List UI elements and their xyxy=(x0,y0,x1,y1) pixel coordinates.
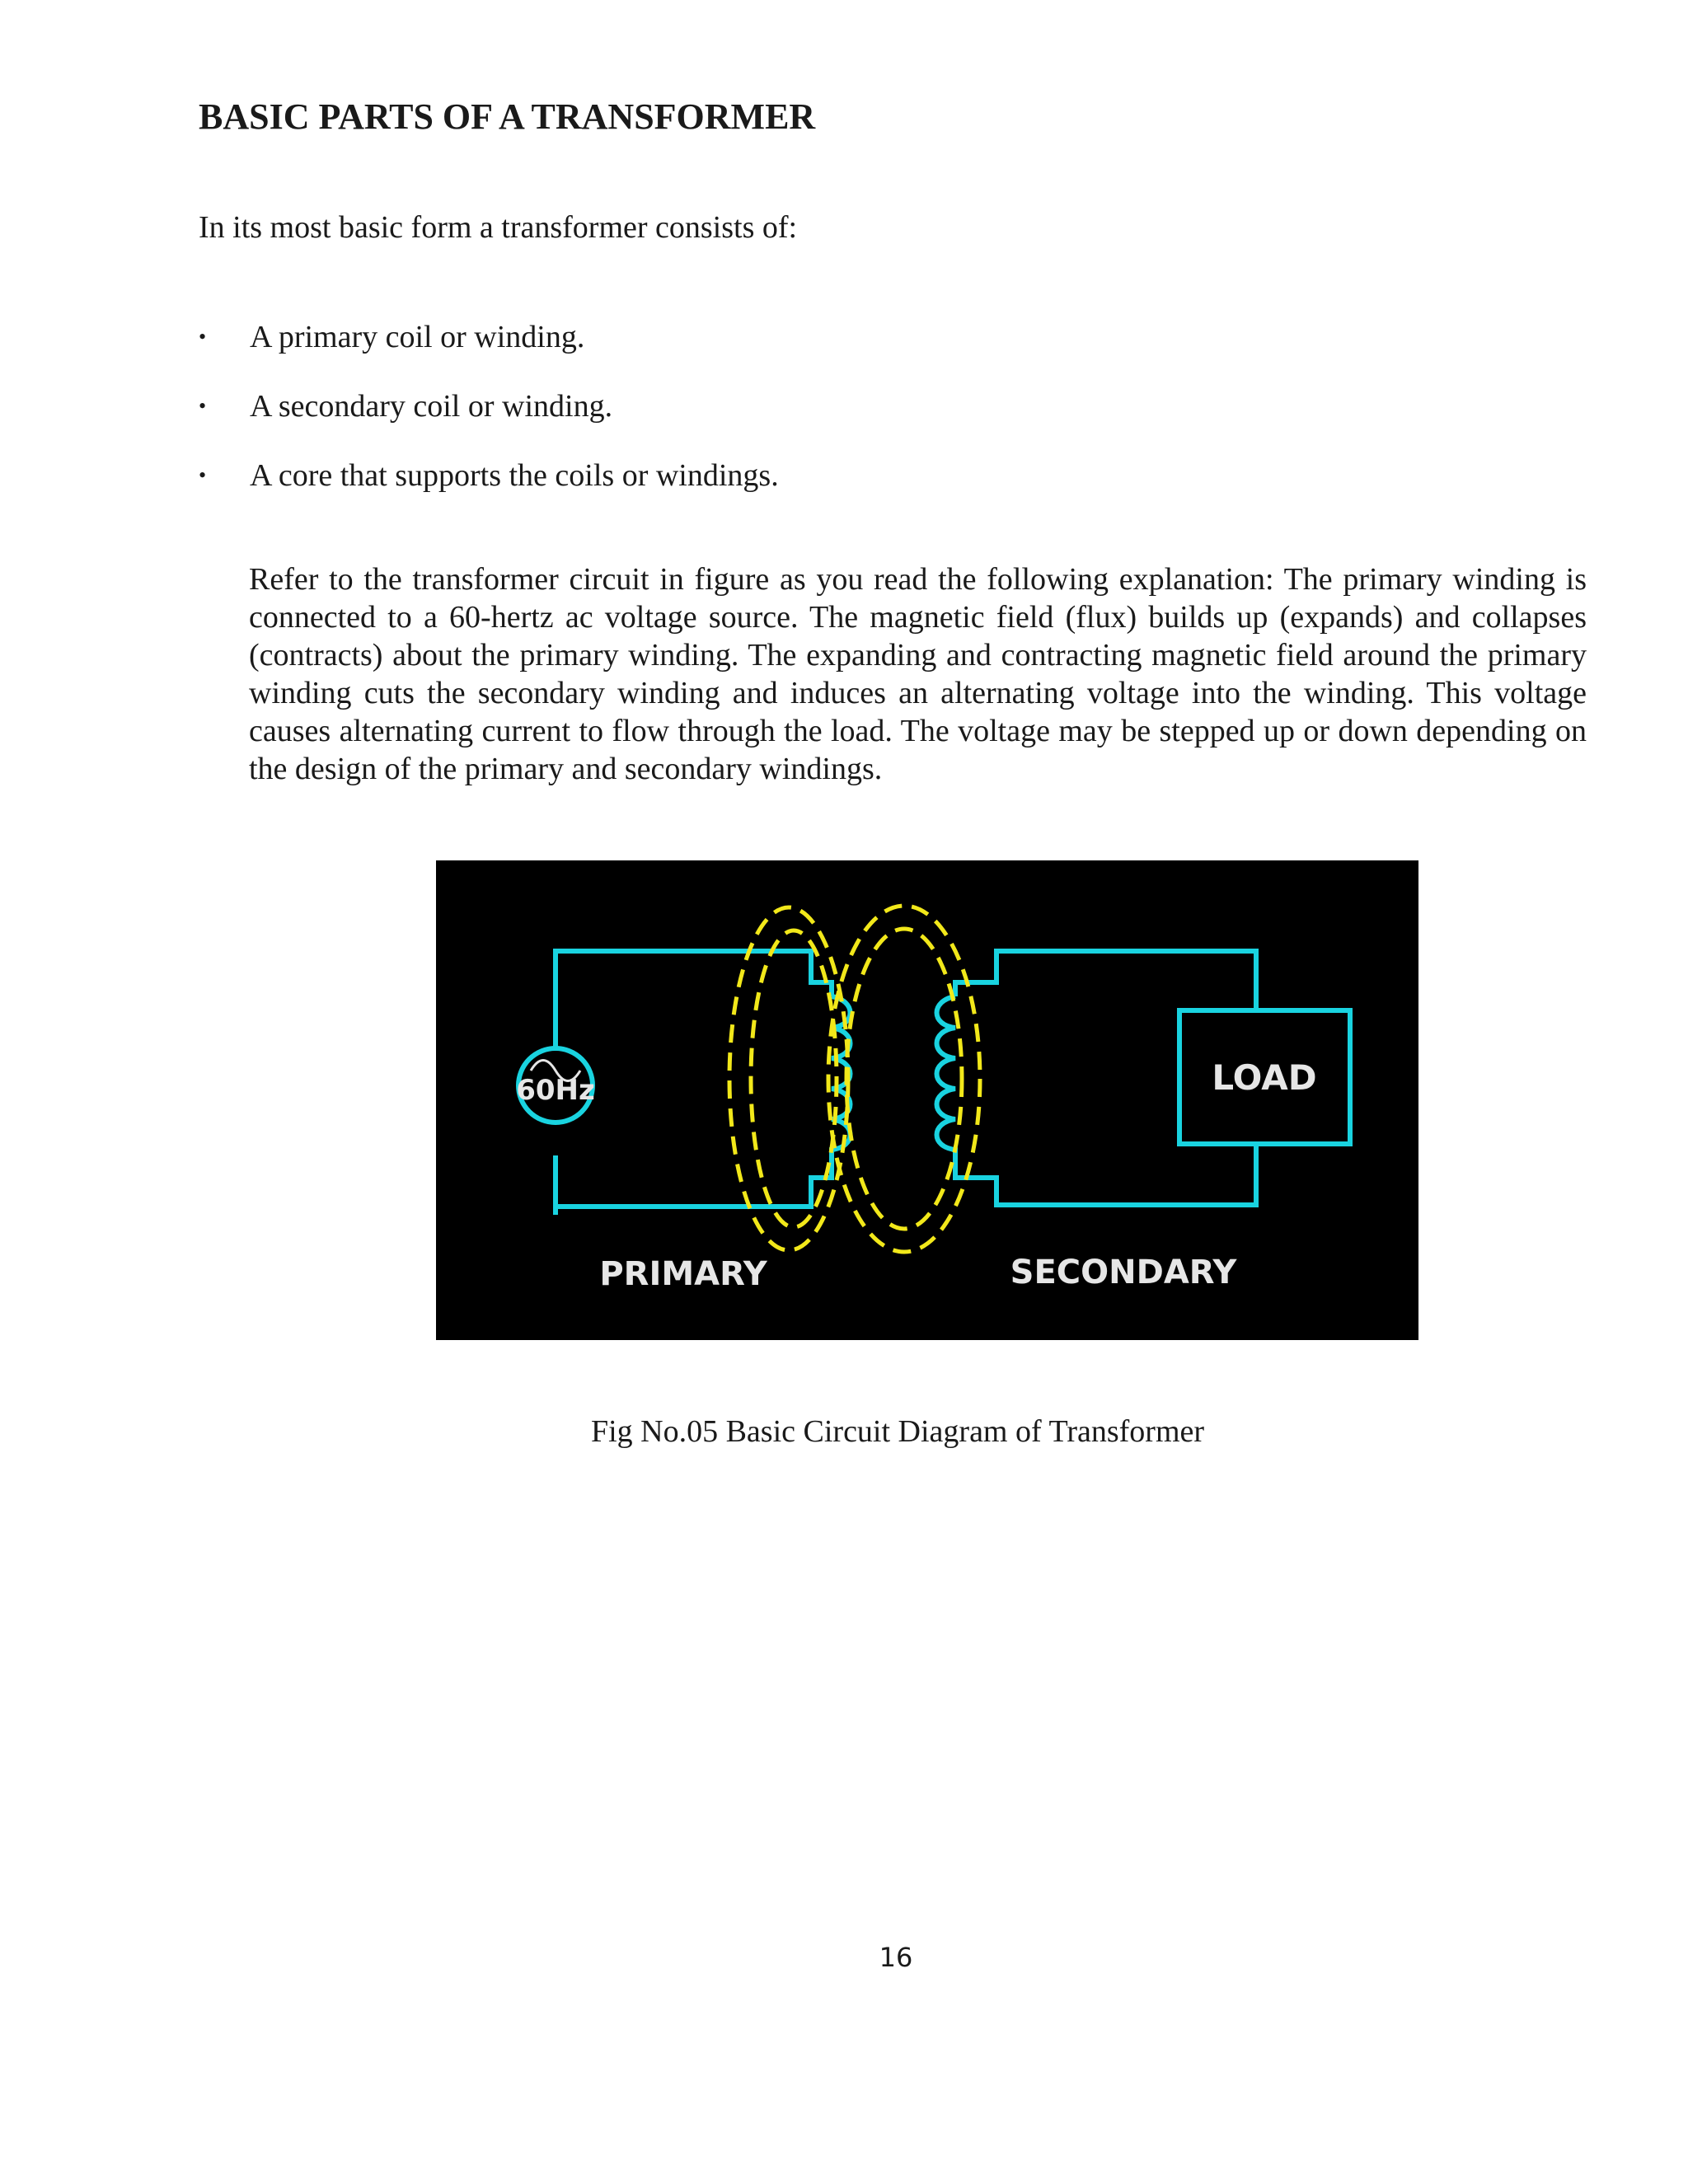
primary-label: PRIMARY xyxy=(599,1255,767,1293)
transformer-circuit-diagram xyxy=(436,860,1418,1340)
load-label: LOAD xyxy=(1212,1057,1317,1098)
explanation-paragraph: Refer to the transformer circuit in figure as you read the following explanation: The primary winding is connected to a 60-hertz ac voltage source. The magnetic field (flux) builds up (expands) and collapses (contracts) about the primary winding. The expanding and contracting magnetic field around the primary winding cuts the secondary winding and induces an alternating voltage into the winding. This voltage causes alternating current to flow through the load. The voltage may be stepped up or down depending on the design of the primary and secondary windings. xyxy=(249,562,1587,786)
primary-top-wire xyxy=(556,951,832,1048)
secondary-coil xyxy=(937,996,956,1164)
ac-source-label: 60Hz xyxy=(516,1074,595,1107)
list-item-text: A core that supports the coils or windings. xyxy=(250,458,779,493)
list-item-text: A secondary coil or winding. xyxy=(250,389,613,424)
intro-paragraph: In its most basic form a transformer consists of: xyxy=(199,210,798,245)
secondary-top-wire xyxy=(955,951,1256,1009)
list-item xyxy=(199,387,779,457)
list-item xyxy=(199,457,779,526)
primary-bottom-wire xyxy=(556,1155,832,1207)
bullet-icon: • xyxy=(199,463,207,487)
figure-caption: Fig No.05 Basic Circuit Diagram of Transformer xyxy=(590,1414,1205,1449)
list-item-text: A primary coil or winding. xyxy=(250,320,585,354)
ac-source xyxy=(516,1048,595,1122)
primary-circuit xyxy=(556,951,851,1215)
magnetic-flux xyxy=(729,906,980,1252)
secondary-flux-inner xyxy=(846,929,962,1229)
bullet-icon: • xyxy=(199,394,207,418)
list-item xyxy=(199,318,779,387)
parts-list xyxy=(199,318,779,526)
page-number: 16 xyxy=(879,1942,913,1973)
page-heading: BASIC PARTS OF A TRANSFORMER xyxy=(199,96,816,137)
bullet-icon: • xyxy=(199,325,207,349)
transformer-circuit-figure xyxy=(436,860,1418,1340)
secondary-label: SECONDARY xyxy=(1010,1254,1237,1291)
secondary-bottom-wire xyxy=(955,1145,1256,1205)
primary-flux-inner xyxy=(751,930,837,1227)
